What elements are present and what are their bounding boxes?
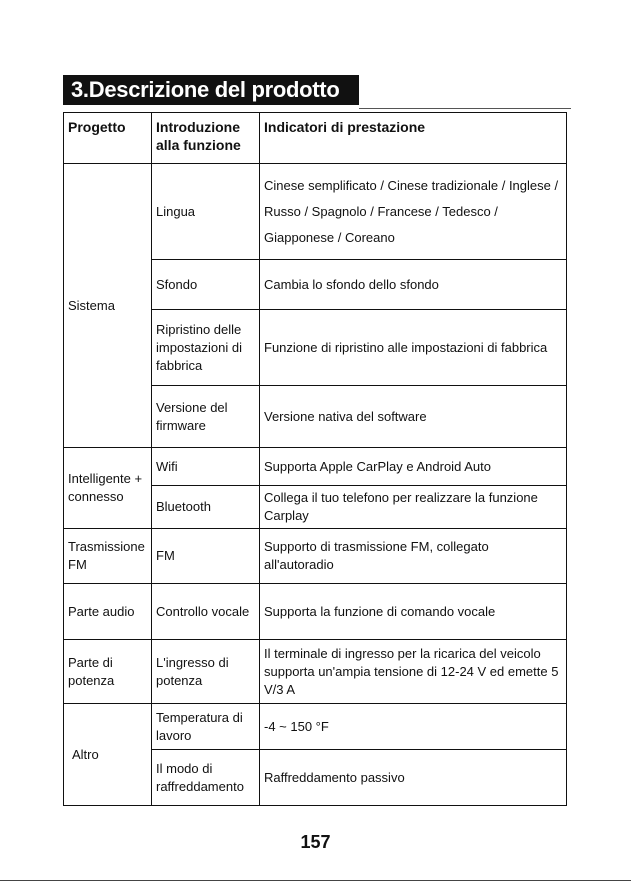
table-row (64, 164, 567, 260)
header-introduzione: Introduzione alla funzione (152, 113, 260, 164)
header-indicatori: Indicatori di prestazione (260, 113, 567, 164)
spec-cell: Versione nativa del software (260, 386, 567, 448)
feature-cell: Il modo di raffreddamento (152, 750, 260, 806)
table-row (64, 529, 567, 584)
feature-cell: Temperatura di lavoro (152, 704, 260, 750)
table-row (64, 448, 567, 486)
feature-cell: L'ingresso di potenza (152, 640, 260, 704)
spec-cell: -4 ~ 150 °F (260, 704, 567, 750)
title-divider (359, 108, 571, 109)
spec-cell: Supporta la funzione di comando vocale (260, 584, 567, 640)
feature-cell: Ripristino delle impostazioni di fabbrica (152, 310, 260, 386)
spec-cell: Supporto di trasmissione FM, collegato all'autoradio (260, 529, 567, 584)
bottom-divider (0, 880, 631, 881)
group-label: Intelligente + connesso (64, 448, 152, 529)
spec-cell: Raffreddamento passivo (260, 750, 567, 806)
spec-cell: Cambia lo sfondo dello sfondo (260, 260, 567, 310)
table-row (64, 704, 567, 750)
feature-cell: FM (152, 529, 260, 584)
table-row (64, 584, 567, 640)
feature-cell: Wifi (152, 448, 260, 486)
page-number: 157 (300, 832, 331, 852)
feature-cell: Bluetooth (152, 486, 260, 529)
spec-cell: Supporta Apple CarPlay e Android Auto (260, 448, 567, 486)
spec-cell: Collega il tuo telefono per realizzare la funzione Carplay (260, 486, 567, 529)
header-progetto: Progetto (64, 113, 152, 164)
feature-cell: Sfondo (152, 260, 260, 310)
feature-cell: Controllo vocale (152, 584, 260, 640)
group-label: Altro (64, 704, 152, 806)
feature-cell: Versione del firmware (152, 386, 260, 448)
table-row (64, 640, 567, 704)
feature-cell: Lingua (152, 164, 260, 260)
spec-cell: Cinese semplificato / Cinese tradizionale / Inglese / Russo / Spagnolo / Francese / Tedesco / Giapponese / Coreano (260, 164, 567, 260)
section-title: 3.Descrizione del prodotto (63, 75, 359, 105)
group-label: Parte di potenza (64, 640, 152, 704)
spec-cell: Il terminale di ingresso per la ricarica del veicolo supporta un'ampia tensione di 12-24 V ed emette 5 V/3 A (260, 640, 567, 704)
group-label: Trasmissione FM (64, 529, 152, 584)
product-spec-table (63, 112, 567, 806)
spec-cell: Funzione di ripristino alle impostazioni di fabbrica (260, 310, 567, 386)
group-label: Parte audio (64, 584, 152, 640)
table-header-row (64, 113, 567, 164)
group-label: Sistema (64, 164, 152, 448)
